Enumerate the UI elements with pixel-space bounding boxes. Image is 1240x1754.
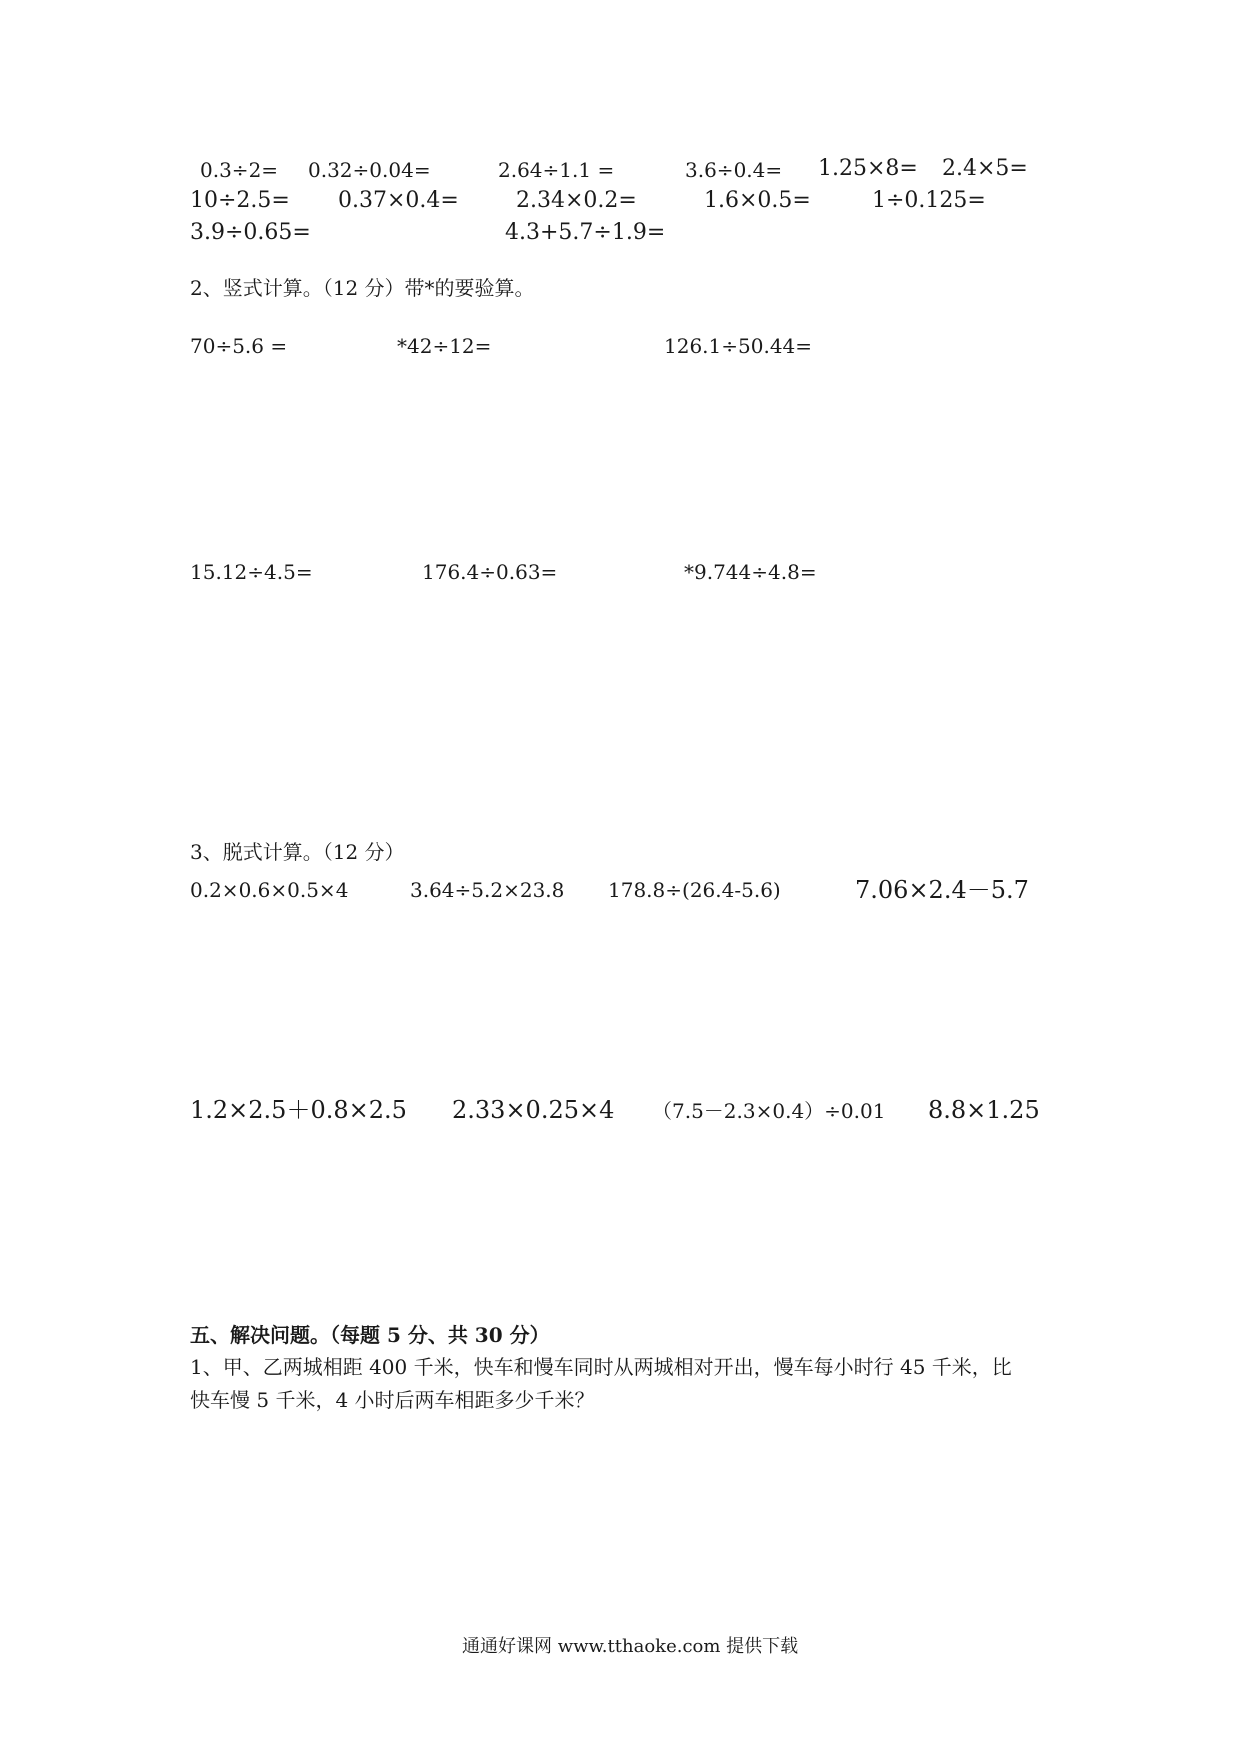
problem-item: 176.4÷0.63= <box>422 560 558 584</box>
problem-item: 70÷5.6 = <box>190 334 288 358</box>
oral-item: 1.6×0.5= <box>704 188 811 213</box>
problem-item: 8.8×1.25 <box>928 1096 1040 1124</box>
oral-item: 0.37×0.4= <box>338 188 459 213</box>
section-title: 2、竖式计算。（12 分）带*的要验算。 <box>190 276 535 300</box>
page-footer: 通通好课网 www.tthaoke.com 提供下载 <box>462 1636 799 1657</box>
question-text: 快车慢 5 千米，4 小时后两车相距多少千米？ <box>190 1388 595 1412</box>
problem-item: 3.64÷5.2×23.8 <box>410 878 565 902</box>
question-text: 1、甲、乙两城相距 400 千米，快车和慢车同时从两城相对开出，慢车每小时行 45 千米，比 <box>190 1355 1012 1379</box>
oral-item: 3.9÷0.65= <box>190 220 311 245</box>
problem-item: *9.744÷4.8= <box>684 560 817 584</box>
oral-item: 1÷0.125= <box>872 188 986 213</box>
section-title: 五、解决问题。（每题 5 分、共 30 分） <box>190 1323 550 1347</box>
problem-item: *42÷12= <box>397 334 492 358</box>
oral-item: 2.4×5= <box>942 156 1028 181</box>
section-title: 3、脱式计算。（12 分） <box>190 840 405 864</box>
oral-item: 2.34×0.2= <box>516 188 637 213</box>
oral-item: 2.64÷1.1 = <box>498 158 615 182</box>
problem-item: 178.8÷(26.4-5.6) <box>608 878 781 902</box>
oral-item: 10÷2.5= <box>190 188 290 213</box>
problem-item: 1.2×2.5＋0.8×2.5 <box>190 1096 407 1124</box>
oral-item: 0.3÷2= <box>200 158 279 182</box>
problem-item: 2.33×0.25×4 <box>452 1096 615 1124</box>
problem-item: 15.12÷4.5= <box>190 560 313 584</box>
problem-item: 7.06×2.4－5.7 <box>855 876 1029 904</box>
oral-item: 3.6÷0.4= <box>685 158 783 182</box>
problem-item: 126.1÷50.44= <box>664 334 813 358</box>
oral-item: 4.3+5.7÷1.9= <box>505 220 666 245</box>
oral-item: 1.25×8= <box>818 156 918 181</box>
problem-item: 0.2×0.6×0.5×4 <box>190 878 349 902</box>
problem-item: （7.5－2.3×0.4）÷0.01 <box>652 1099 886 1123</box>
oral-item: 0.32÷0.04= <box>308 158 431 182</box>
